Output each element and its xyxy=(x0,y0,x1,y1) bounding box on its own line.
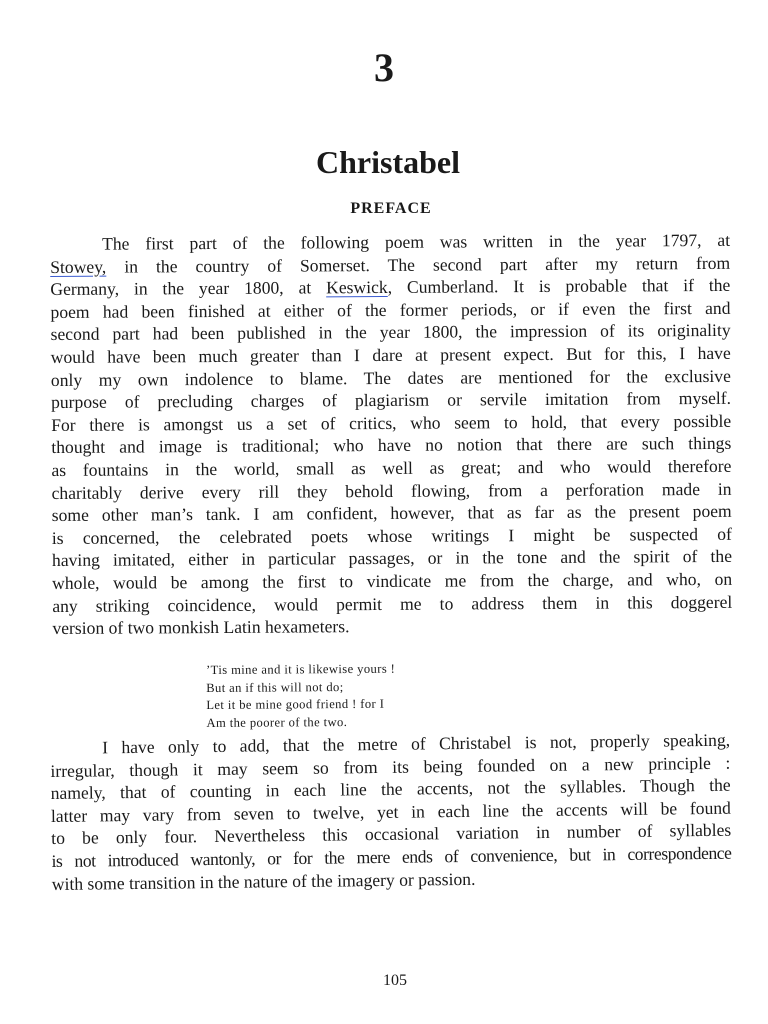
text-line: having imitated, either in particular passages, or in the tone and the spirit of the xyxy=(51,546,733,571)
text-line: some other man’s tank. I am confident, however, that as far as the present poem xyxy=(51,500,732,526)
chapter-title: Christabel xyxy=(316,144,460,180)
text-line: is not introduced wantonly, or for the mere ends of convenience, but in correspondence xyxy=(51,842,732,871)
text-line: purpose of precluding charges of plagiarism or servile imitation from myself. xyxy=(50,387,732,413)
text-line: any striking coincidence, would permit me to address them in this doggerel xyxy=(52,591,733,616)
preface-paragraph-1 xyxy=(50,229,732,640)
chapter-number: 3 xyxy=(374,45,394,90)
verse-line: But an if this will not do; xyxy=(206,679,344,695)
text-line: irregular, though it may seem so from its being founded on a new principle : xyxy=(50,752,731,781)
text-line: poem had been finished at either of the former periods, or if even the first and xyxy=(50,297,731,322)
text-line: second part had been published in the year 1800, the impression of its originality xyxy=(50,320,731,345)
place-name-stowey: Stowey, xyxy=(50,256,107,277)
text-line: thought and image is traditional; who have no notion that there are such things xyxy=(51,433,732,458)
text-line-segment: Germany, in the year 1800, at xyxy=(50,277,312,300)
text-line: version of two monkish Latin hexameters. xyxy=(52,616,350,639)
text-line: I have only to add, that the metre of Christabel is not, properly speaking, xyxy=(102,729,731,758)
text-line: whole, would be among the first to vindicate me from the charge, and who, on xyxy=(52,568,733,593)
text-line: latter may vary from seven to twelve, yet in each line the accents will be found xyxy=(50,797,732,826)
text-line: to be only four. Nevertheless this occasional variation in number of syllables xyxy=(51,820,732,849)
section-heading: PREFACE xyxy=(350,200,432,217)
verse-line: Am the poorer of the two. xyxy=(206,714,348,730)
place-name-keswick: Keswick xyxy=(326,277,388,298)
text-line: namely, that of counting in each line the accents, not the syllables. Though the xyxy=(50,774,731,804)
verse-line: Let it be mine good friend ! for I xyxy=(206,696,385,713)
text-line: would have been much greater than I dare at present expect. But for this, I have xyxy=(50,342,731,367)
text-line-segment: in the country of Somerset. The second part after my return from xyxy=(124,252,731,277)
text-line: The first part of the following poem was written in the year 1797, at xyxy=(102,229,731,254)
text-line: with some transition in the nature of the imagery or passion. xyxy=(51,868,476,894)
verse-quotation xyxy=(206,661,396,733)
text-line: as fountains in the world, small as well as great; and who would therefore xyxy=(51,455,732,480)
preface-paragraph-2 xyxy=(50,729,732,895)
verse-line: ’Tis mine and it is likewise yours ! xyxy=(206,661,396,677)
text-line: For there is amongst us a set of critics, who seem to hold, that every possible xyxy=(51,410,732,435)
page-number: 105 xyxy=(383,972,407,989)
text-line: is concerned, the celebrated poets whose writings I might be suspected of xyxy=(51,523,732,548)
text-line-segment: , Cumberland. It is probable that if the xyxy=(387,275,731,298)
text-line: charitably derive every rill they behold flowing, from a perforation made in xyxy=(51,478,732,503)
text-line: only my own indolence to blame. The dates are mentioned for the exclusive xyxy=(50,365,731,390)
